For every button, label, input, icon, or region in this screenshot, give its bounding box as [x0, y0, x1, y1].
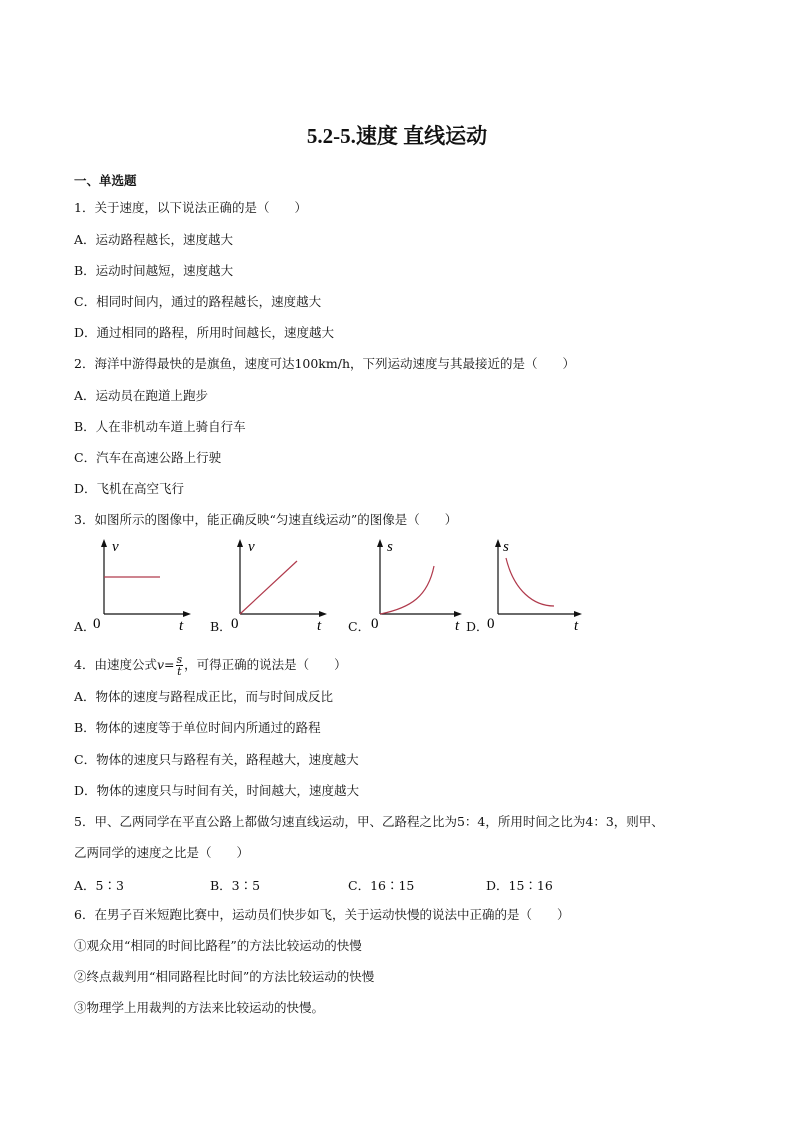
q2-option-b[interactable]: B．人在非机动车道上骑自行车	[74, 419, 246, 434]
q2-option-d[interactable]: D．飞机在高空飞行	[74, 481, 185, 496]
graph-d[interactable]	[484, 536, 594, 636]
question-4-stem	[74, 652, 347, 678]
q5-option-b[interactable]: B．3∶5	[210, 878, 261, 893]
q3-option-d[interactable]: D．	[466, 619, 489, 634]
graph-b-origin: 0	[231, 616, 239, 632]
q4-option-d[interactable]: D．物体的速度只与时间有关，时间越大，速度越大	[74, 783, 360, 798]
q4-stem-before: 4．由速度公式	[74, 657, 157, 672]
q5-option-c[interactable]: C．16∶15	[348, 878, 415, 893]
graph-a[interactable]	[90, 536, 200, 636]
graph-d-y-label: s	[503, 539, 509, 555]
graph-d-curve	[506, 558, 554, 606]
q1-option-b[interactable]: B．运动时间越短，速度越大	[74, 263, 234, 278]
question-5-stem-line-2: 乙两同学的速度之比是（ ）	[74, 845, 250, 860]
question-6-stem: 6．在男子百米短跑比赛中，运动员们快步如飞，关于运动快慢的说法中正确的是（ ）	[74, 907, 570, 922]
question-5-stem-line-1: 5．甲、乙两同学在平直公路上都做匀速直线运动，甲、乙路程之比为5：4，所用时间之比为4：3，则甲、	[74, 814, 664, 829]
graph-c-x-label: t	[455, 618, 460, 634]
q4-formula-lhs: v=	[156, 657, 175, 672]
graph-a-origin: 0	[93, 616, 101, 632]
q2-option-c[interactable]: C．汽车在高速公路上行驶	[74, 450, 222, 465]
question-3-stem: 3．如图所示的图像中，能正确反映“匀速直线运动”的图像是（ ）	[74, 512, 458, 527]
graph-a-y-label: v	[112, 539, 119, 555]
q5-option-d[interactable]: D．15∶16	[486, 878, 553, 893]
graph-b-x-label: t	[317, 618, 322, 634]
graph-c[interactable]	[366, 536, 476, 636]
q3-option-a[interactable]: A．	[74, 619, 96, 634]
q6-statement-3: ③物理学上用裁判的方法来比较运动的快慢。	[74, 1000, 325, 1015]
q1-option-a[interactable]: A．运动路程越长，速度越大	[74, 232, 234, 247]
q4-option-c[interactable]: C．物体的速度只与路程有关，路程越大，速度越大	[74, 752, 359, 767]
q5-option-a[interactable]: A．5∶3	[74, 878, 124, 893]
q3-option-c[interactable]: C．	[348, 619, 371, 634]
q4-formula-denominator: t	[177, 665, 182, 678]
graph-b-y-label: v	[248, 539, 255, 555]
graph-c-curve	[380, 566, 434, 614]
graph-a-x-label: t	[179, 618, 184, 634]
q4-formula-numerator: s	[176, 653, 183, 666]
page-title: 5.2-5.速度 直线运动	[306, 124, 488, 148]
q6-statement-1: ①观众用“相同的时间比路程”的方法比较运动的快慢	[74, 938, 362, 953]
q4-formula-fraction	[176, 654, 184, 677]
graph-d-x-label: t	[574, 618, 579, 634]
q4-stem-after: ，可得正确的说法是（ ）	[184, 657, 347, 672]
graph-c-origin: 0	[371, 616, 379, 632]
q2-option-a[interactable]: A．运动员在跑道上跑步	[74, 388, 209, 403]
q1-option-c[interactable]: C．相同时间内，通过的路程越长，速度越大	[74, 294, 322, 309]
question-2-stem: 2．海洋中游得最快的是旗鱼，速度可达100km/h，下列运动速度与其最接近的是（ ）	[74, 356, 576, 371]
graph-b[interactable]	[226, 536, 336, 636]
q6-statement-2: ②终点裁判用“相同路程比时间”的方法比较运动的快慢	[74, 969, 375, 984]
q1-option-d[interactable]: D．通过相同的路程，所用时间越长，速度越大	[74, 325, 335, 340]
q4-option-a[interactable]: A．物体的速度与路程成正比，而与时间成反比	[74, 689, 334, 704]
section-heading: 一、单选题	[74, 173, 137, 188]
graph-b-curve	[240, 561, 297, 614]
q3-option-b[interactable]: B．	[210, 619, 232, 634]
graph-d-origin: 0	[487, 616, 495, 632]
question-1-stem: 1．关于速度，以下说法正确的是（ ）	[74, 200, 307, 215]
q4-option-b[interactable]: B．物体的速度等于单位时间内所通过的路程	[74, 720, 321, 735]
graph-c-y-label: s	[387, 539, 393, 555]
